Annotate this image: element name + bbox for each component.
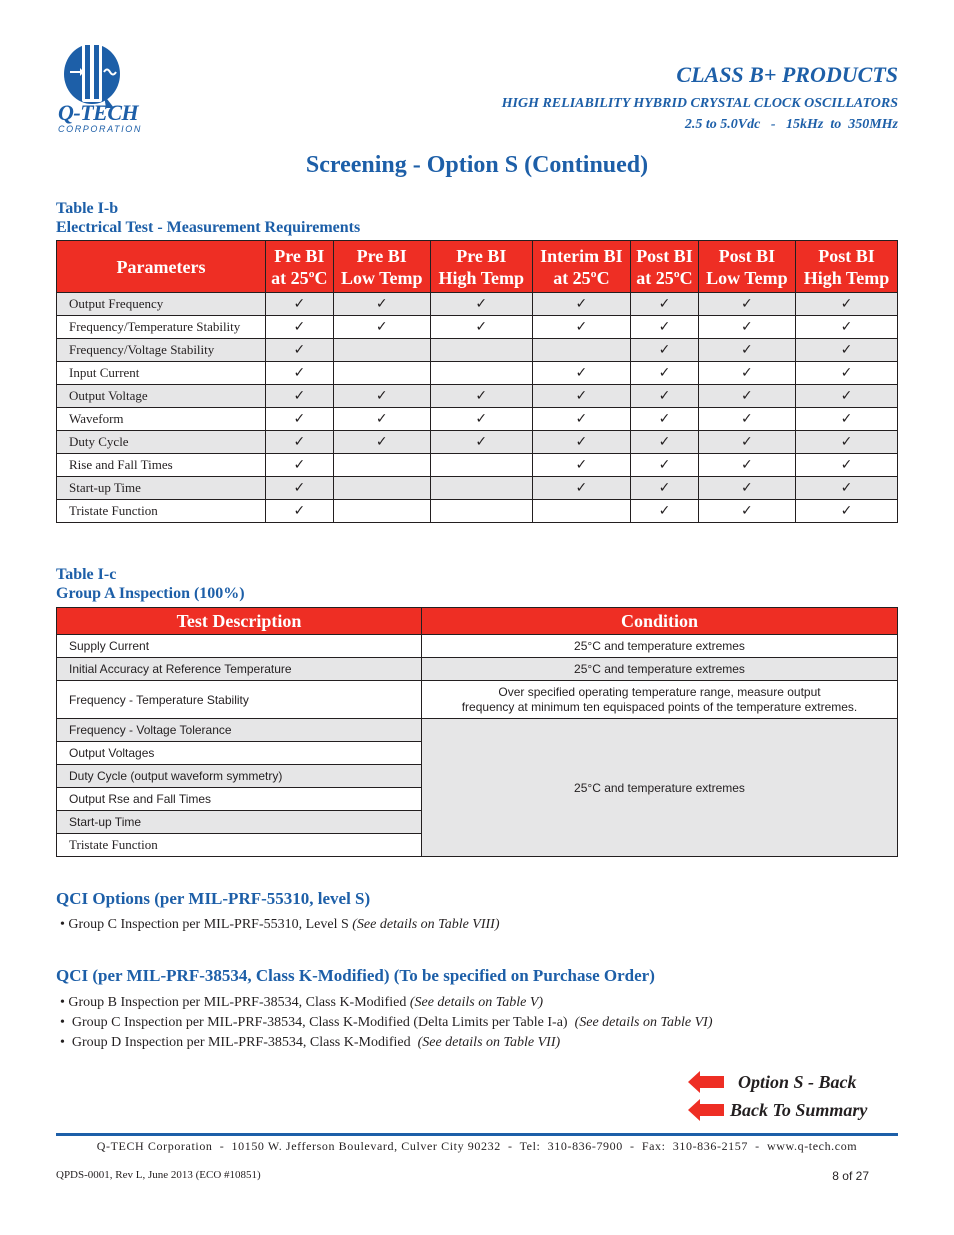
check-mark-icon: ✓ <box>698 431 795 454</box>
voltage-frequency-range: 2.5 to 5.0Vdc - 15kHz to 350MHz <box>684 117 898 132</box>
check-mark-icon: ✓ <box>333 293 430 316</box>
empty-cell <box>333 454 430 477</box>
col-header-line: Parameters <box>116 256 206 277</box>
back-to-summary-label: Back To Summary <box>730 1099 868 1120</box>
table-ib-number: Table I-b <box>56 200 119 217</box>
arrow-left-icon <box>688 1071 724 1093</box>
test-description-cell: Frequency - Temperature Stability <box>57 681 422 719</box>
parameter-cell: Input Current <box>57 362 266 385</box>
check-mark-icon: ✓ <box>532 431 630 454</box>
table-row <box>57 500 898 523</box>
option-s-back-link[interactable] <box>688 1071 857 1093</box>
col-header <box>698 241 795 293</box>
check-mark-icon: ✓ <box>266 293 334 316</box>
parameter-cell: Start-up Time <box>57 477 266 500</box>
document-revision: QPDS-0001, Rev L, June 2013 (ECO #10851) <box>56 1169 261 1181</box>
check-mark-icon: ✓ <box>796 385 898 408</box>
check-mark-icon: ✓ <box>333 385 430 408</box>
empty-cell <box>430 500 532 523</box>
condition-line: Over specified operating temperature range, measure output <box>498 684 821 699</box>
check-mark-icon: ✓ <box>631 316 699 339</box>
parameter-cell: Frequency/Temperature Stability <box>57 316 266 339</box>
check-mark-icon: ✓ <box>796 362 898 385</box>
parameter-cell: Rise and Fall Times <box>57 454 266 477</box>
parameter-cell: Frequency/Voltage Stability <box>57 339 266 362</box>
check-mark-icon: ✓ <box>333 408 430 431</box>
empty-cell <box>532 500 630 523</box>
class-title: CLASS B+ PRODUCTS <box>676 62 898 87</box>
check-mark-icon: ✓ <box>698 362 795 385</box>
table-row <box>57 477 898 500</box>
check-mark-icon: ✓ <box>631 293 699 316</box>
logo-wordmark: Q-TECH <box>58 100 139 125</box>
empty-cell <box>333 500 430 523</box>
check-mark-icon: ✓ <box>631 362 699 385</box>
check-mark-icon: ✓ <box>266 408 334 431</box>
test-description-cell: Start-up Time <box>57 811 422 834</box>
parameter-cell: Duty Cycle <box>57 431 266 454</box>
condition-cell: 25°C and temperature extremes <box>422 658 898 681</box>
option-s-back-label: Option S - Back <box>738 1071 857 1092</box>
check-mark-icon: ✓ <box>430 431 532 454</box>
col-header <box>333 241 430 293</box>
table-ib-label <box>56 199 360 237</box>
col-condition: Condition <box>422 608 898 635</box>
check-mark-icon: ✓ <box>698 408 795 431</box>
check-mark-icon: ✓ <box>631 454 699 477</box>
back-to-summary-link[interactable] <box>688 1099 867 1121</box>
col-header-line: Post BI <box>636 245 693 266</box>
col-header-line: at 25ºC <box>553 267 610 288</box>
check-mark-icon: ✓ <box>796 431 898 454</box>
col-header-line: Pre BI <box>274 245 325 266</box>
group-a-inspection-table <box>56 607 898 857</box>
list-item: • Group C Inspection per MIL-PRF-55310, Level S (See details on Table VIII) <box>60 917 500 932</box>
check-mark-icon: ✓ <box>631 408 699 431</box>
check-mark-icon: ✓ <box>333 316 430 339</box>
bullet-text: Group D Inspection per MIL-PRF-38534, Class K-Modified <box>71 1035 418 1050</box>
empty-cell <box>430 339 532 362</box>
table-row <box>57 408 898 431</box>
empty-cell <box>333 362 430 385</box>
arrow-left-icon <box>688 1099 724 1121</box>
check-mark-icon: ✓ <box>631 500 699 523</box>
table-ic-label <box>56 565 245 603</box>
check-mark-icon: ✓ <box>430 385 532 408</box>
bullet-reference: (See details on Table VIII) <box>352 917 500 932</box>
col-parameters <box>57 241 266 293</box>
table-row <box>57 385 898 408</box>
condition-cell <box>422 681 898 719</box>
test-description-cell: Frequency - Voltage Tolerance <box>57 719 422 742</box>
check-mark-icon: ✓ <box>430 408 532 431</box>
empty-cell <box>333 477 430 500</box>
test-description-cell: Initial Accuracy at Reference Temperature <box>57 658 422 681</box>
table-row <box>57 658 898 681</box>
page-number: 8 of 27 <box>832 1169 869 1183</box>
table-row <box>57 681 898 719</box>
table-ib-caption: Electrical Test - Measurement Requirements <box>56 219 361 236</box>
check-mark-icon: ✓ <box>333 431 430 454</box>
empty-cell <box>430 477 532 500</box>
check-mark-icon: ✓ <box>631 385 699 408</box>
check-mark-icon: ✓ <box>266 431 334 454</box>
test-description-cell: Output Voltages <box>57 742 422 765</box>
list-item: • Group B Inspection per MIL-PRF-38534, Class K-Modified (See details on Table V) <box>60 995 544 1010</box>
col-header-line: Interim BI <box>540 245 623 266</box>
footer-divider <box>56 1133 898 1136</box>
bullet-reference: (See details on Table VII) <box>417 1035 561 1050</box>
check-mark-icon: ✓ <box>796 477 898 500</box>
table-row <box>57 362 898 385</box>
qci-options-heading: QCI Options (per MIL-PRF-55310, level S) <box>56 889 371 908</box>
table-row <box>57 454 898 477</box>
table-row <box>57 316 898 339</box>
check-mark-icon: ✓ <box>266 385 334 408</box>
col-header-line: High Temp <box>803 267 890 288</box>
check-mark-icon: ✓ <box>796 408 898 431</box>
check-mark-icon: ✓ <box>631 477 699 500</box>
check-mark-icon: ✓ <box>796 293 898 316</box>
bullet-text: Group C Inspection per MIL-PRF-55310, Level S <box>68 917 353 932</box>
col-header-line: Post BI <box>818 245 875 266</box>
check-mark-icon: ✓ <box>266 362 334 385</box>
logo-subtitle: CORPORATION <box>58 124 142 134</box>
table-row <box>57 293 898 316</box>
check-mark-icon: ✓ <box>698 500 795 523</box>
parameter-cell: Tristate Function <box>57 500 266 523</box>
check-mark-icon: ✓ <box>631 339 699 362</box>
test-description-cell: Supply Current <box>57 635 422 658</box>
parameter-cell: Waveform <box>57 408 266 431</box>
bullet-reference: (See details on Table VI) <box>574 1015 713 1030</box>
electrical-test-table <box>56 240 898 523</box>
footer-address: Q-TECH Corporation - 10150 W. Jefferson Boulevard, Culver City 90232 - Tel: 310-836-7900 - Fax: 310-836-2157 - www.q-tech.com <box>96 1139 858 1153</box>
table-row <box>57 635 898 658</box>
check-mark-icon: ✓ <box>698 454 795 477</box>
check-mark-icon: ✓ <box>796 500 898 523</box>
check-mark-icon: ✓ <box>532 316 630 339</box>
check-mark-icon: ✓ <box>796 339 898 362</box>
col-header-line: Post BI <box>718 245 776 266</box>
table-row <box>57 339 898 362</box>
check-mark-icon: ✓ <box>266 454 334 477</box>
col-header <box>631 241 699 293</box>
parameter-cell: Output Voltage <box>57 385 266 408</box>
col-header-line: Pre BI <box>356 245 407 266</box>
col-header-line: at 25ºC <box>271 267 328 288</box>
table-row <box>57 431 898 454</box>
check-mark-icon: ✓ <box>266 339 334 362</box>
check-mark-icon: ✓ <box>532 408 630 431</box>
col-header <box>266 241 334 293</box>
test-description-cell: Tristate Function <box>57 834 422 857</box>
check-mark-icon: ✓ <box>430 293 532 316</box>
check-mark-icon: ✓ <box>532 362 630 385</box>
condition-cell: 25°C and temperature extremes <box>422 635 898 658</box>
qci-38534-heading: QCI (per MIL-PRF-38534, Class K-Modified) (To be specified on Purchase Order) <box>56 966 655 985</box>
check-mark-icon: ✓ <box>430 316 532 339</box>
check-mark-icon: ✓ <box>698 293 795 316</box>
col-header <box>796 241 898 293</box>
check-mark-icon: ✓ <box>266 316 334 339</box>
test-description-cell: Output Rse and Fall Times <box>57 788 422 811</box>
list-item: • Group C Inspection per MIL-PRF-38534, Class K-Modified (Delta Limits per Table I-a) (See details on Table VI) <box>60 1015 713 1030</box>
col-header-line: High Temp <box>438 267 525 288</box>
test-description-cell: Duty Cycle (output waveform symmetry) <box>57 765 422 788</box>
check-mark-icon: ✓ <box>796 316 898 339</box>
check-mark-icon: ✓ <box>631 431 699 454</box>
table-ic-number: Table I-c <box>56 566 117 583</box>
bullet-text: Group C Inspection per MIL-PRF-38534, Class K-Modified (Delta Limits per Table I-a) <box>71 1015 575 1030</box>
check-mark-icon: ✓ <box>532 454 630 477</box>
check-mark-icon: ✓ <box>266 500 334 523</box>
check-mark-icon: ✓ <box>698 316 795 339</box>
col-header <box>430 241 532 293</box>
empty-cell <box>333 339 430 362</box>
col-header-line: at 25ºC <box>636 267 693 288</box>
check-mark-icon: ✓ <box>698 339 795 362</box>
empty-cell <box>430 454 532 477</box>
check-mark-icon: ✓ <box>796 454 898 477</box>
check-mark-icon: ✓ <box>532 385 630 408</box>
table-ic-caption: Group A Inspection (100%) <box>56 585 245 602</box>
col-test-description: Test Description <box>57 608 422 635</box>
bullet-text: Group B Inspection per MIL-PRF-38534, Class K-Modified <box>68 995 410 1010</box>
parameter-cell: Output Frequency <box>57 293 266 316</box>
condition-line: frequency at minimum ten equispaced points of the temperature extremes. <box>461 699 858 714</box>
empty-cell <box>430 362 532 385</box>
col-header-line: Low Temp <box>706 267 788 288</box>
check-mark-icon: ✓ <box>698 385 795 408</box>
bullet-reference: (See details on Table V) <box>409 995 544 1010</box>
empty-cell <box>532 339 630 362</box>
check-mark-icon: ✓ <box>266 477 334 500</box>
table-row <box>57 719 898 742</box>
check-mark-icon: ✓ <box>532 293 630 316</box>
check-mark-icon: ✓ <box>698 477 795 500</box>
page-title: Screening - Option S (Continued) <box>305 152 649 178</box>
product-line: HIGH RELIABILITY HYBRID CRYSTAL CLOCK OSCILLATORS <box>501 96 898 111</box>
list-item: • Group D Inspection per MIL-PRF-38534, Class K-Modified (See details on Table VII) <box>60 1035 561 1050</box>
check-mark-icon: ✓ <box>532 477 630 500</box>
col-header <box>532 241 630 293</box>
condition-cell: 25°C and temperature extremes <box>422 719 898 857</box>
col-header-line: Pre BI <box>456 245 507 266</box>
col-header-line: Low Temp <box>340 267 423 288</box>
